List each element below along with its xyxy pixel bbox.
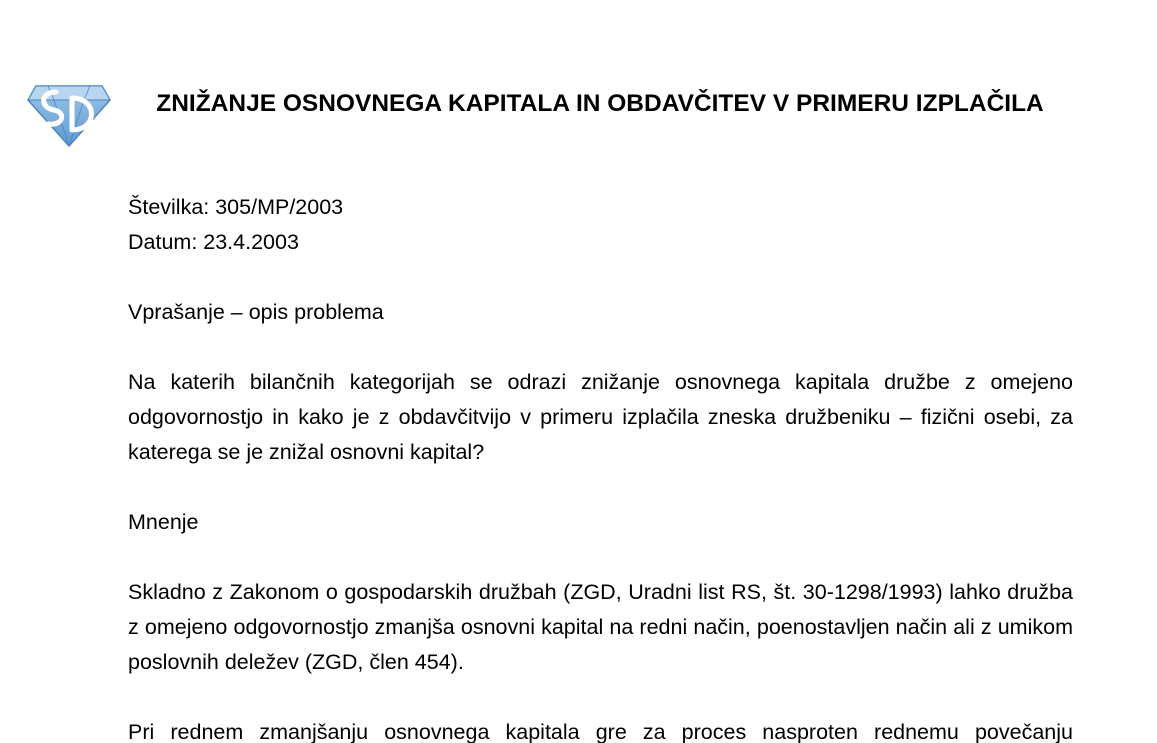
opinion-paragraph-1: Skladno z Zakonom o gospodarskih družbah (ZGD, Uradni list RS, št. 30-1298/1993) lahko družba z omejeno odgovornostjo zmanjša osnovni kapital na redni način, poenostavljen način ali z umikom poslovnih deležev (ZGD, člen 454). <box>128 580 1073 674</box>
opinion-paragraph-2-text: Pri rednem zmanjšanju osnovnega kapitala gre za proces nasproten rednemu povečanju <box>128 720 1073 743</box>
question-heading: Vprašanje – opis problema <box>128 300 384 324</box>
document-meta <box>128 190 1073 260</box>
question-paragraph: Na katerih bilančnih kategorijah se odrazi znižanje osnovnega kapitala družbe z omejeno odgovornostjo in kako je z obdavčitvijo v primeru izplačila zneska družbeniku – fizični osebi, za katerega se je znižal osnovni kapital? <box>128 370 1073 464</box>
document-number: Številka: 305/MP/2003 <box>128 195 344 219</box>
company-logo <box>26 78 112 150</box>
opinion-heading: Mnenje <box>128 510 199 534</box>
document-date: Datum: 23.4.2003 <box>128 230 299 254</box>
document-title: ZNIŽANJE OSNOVNEGA KAPITALA IN OBDAVČITEV V PRIMERU IZPLAČILA <box>156 90 1044 117</box>
opinion-paragraph-2 <box>128 715 1073 743</box>
